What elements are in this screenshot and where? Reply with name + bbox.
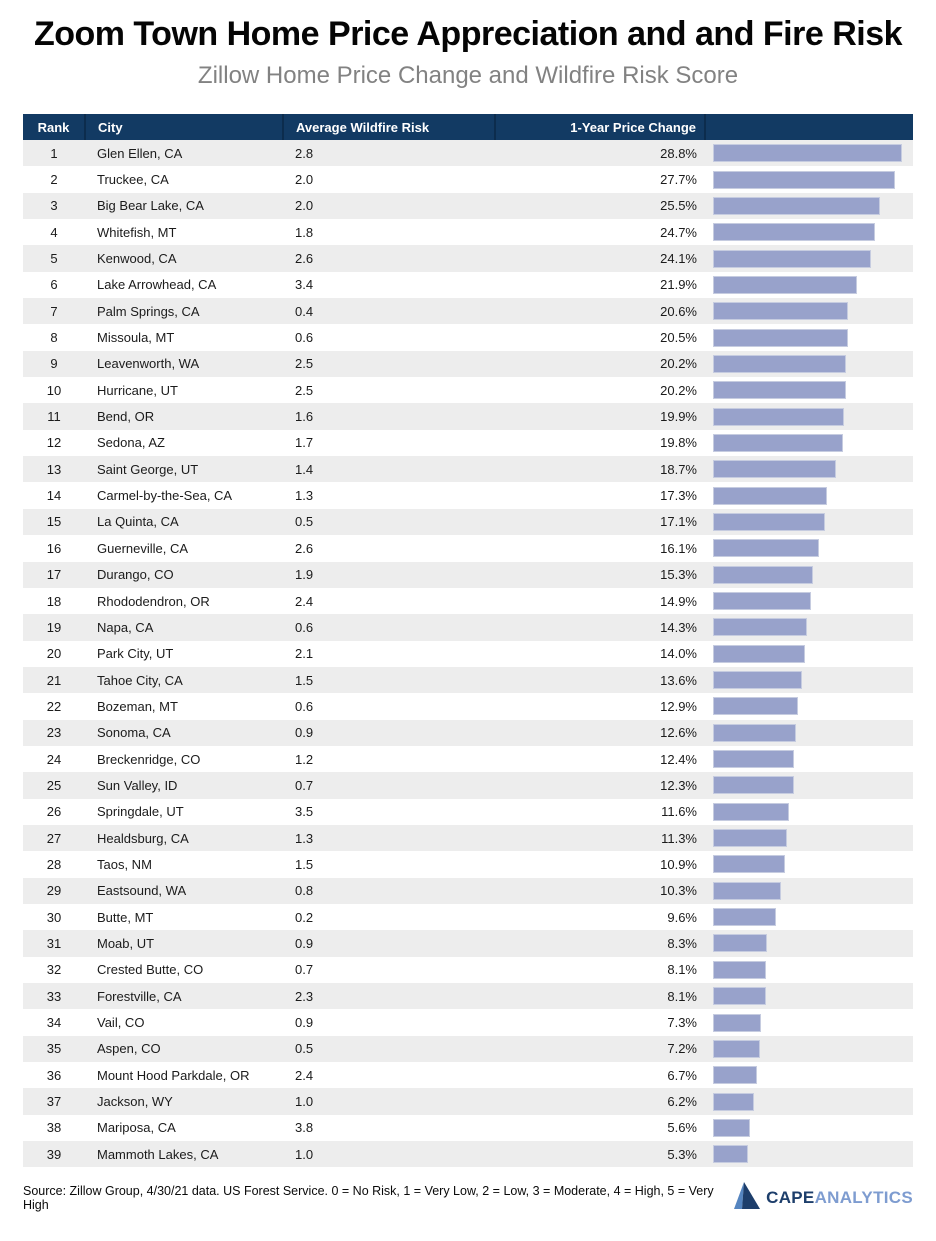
logo-cape-label: CAPE [766, 1187, 815, 1207]
rank-cell: 34 [23, 1009, 85, 1035]
bar-cell [705, 957, 913, 983]
rank-cell: 26 [23, 799, 85, 825]
city-cell: Bend, OR [85, 403, 283, 429]
risk-cell: 1.2 [283, 746, 495, 772]
price-change-bar [713, 855, 785, 873]
price-change-bar [713, 460, 836, 478]
table-row [23, 1141, 913, 1167]
change-cell: 21.9% [495, 272, 705, 298]
risk-cell: 0.2 [283, 904, 495, 930]
city-cell: Carmel-by-the-Sea, CA [85, 482, 283, 508]
price-change-bar [713, 961, 766, 979]
table-row [23, 272, 913, 298]
risk-cell: 2.8 [283, 140, 495, 166]
rank-cell: 30 [23, 904, 85, 930]
rank-cell: 21 [23, 667, 85, 693]
price-change-bar [713, 1093, 754, 1111]
change-cell: 24.7% [495, 219, 705, 245]
table-row [23, 1009, 913, 1035]
table-row [23, 930, 913, 956]
risk-cell: 2.0 [283, 166, 495, 192]
rank-cell: 22 [23, 693, 85, 719]
city-cell: Sonoma, CA [85, 720, 283, 746]
bar-cell [705, 878, 913, 904]
city-cell: Big Bear Lake, CA [85, 193, 283, 219]
change-cell: 20.2% [495, 351, 705, 377]
rank-cell: 29 [23, 878, 85, 904]
risk-cell: 0.5 [283, 1036, 495, 1062]
bar-cell [705, 166, 913, 192]
bar-cell [705, 140, 913, 166]
bar-cell [705, 535, 913, 561]
table-row [23, 693, 913, 719]
table-row [23, 403, 913, 429]
price-change-bar [713, 882, 781, 900]
bar-cell [705, 1088, 913, 1114]
table-row [23, 878, 913, 904]
price-change-bar [713, 223, 875, 241]
risk-cell: 0.7 [283, 957, 495, 983]
rank-cell: 12 [23, 430, 85, 456]
risk-cell: 0.9 [283, 1009, 495, 1035]
risk-cell: 2.4 [283, 1062, 495, 1088]
price-change-bar [713, 144, 902, 162]
city-cell: Aspen, CO [85, 1036, 283, 1062]
rank-cell: 11 [23, 403, 85, 429]
rank-cell: 32 [23, 957, 85, 983]
price-change-bar [713, 1066, 757, 1084]
rank-cell: 4 [23, 219, 85, 245]
risk-cell: 0.9 [283, 720, 495, 746]
risk-cell: 2.6 [283, 535, 495, 561]
rank-cell: 2 [23, 166, 85, 192]
price-change-bar [713, 197, 880, 215]
city-cell: Mammoth Lakes, CA [85, 1141, 283, 1167]
risk-cell: 2.5 [283, 351, 495, 377]
city-cell: Breckenridge, CO [85, 746, 283, 772]
rank-cell: 8 [23, 324, 85, 350]
table-row [23, 851, 913, 877]
risk-cell: 3.4 [283, 272, 495, 298]
column-header-wildfire-risk: Average Wildfire Risk [283, 114, 495, 140]
price-change-bar [713, 776, 794, 794]
bar-cell [705, 482, 913, 508]
page-title: Zoom Town Home Price Appreciation and and Fire Risk [33, 15, 903, 53]
city-cell: Truckee, CA [85, 166, 283, 192]
bar-cell [705, 193, 913, 219]
table-row [23, 772, 913, 798]
change-cell: 19.8% [495, 430, 705, 456]
risk-cell: 0.6 [283, 324, 495, 350]
city-cell: Whitefish, MT [85, 219, 283, 245]
table-row [23, 140, 913, 166]
price-change-bar [713, 1145, 748, 1163]
table-row [23, 245, 913, 271]
price-change-bar [713, 250, 871, 268]
city-cell: Lake Arrowhead, CA [85, 272, 283, 298]
rank-cell: 7 [23, 298, 85, 324]
bar-cell [705, 562, 913, 588]
rank-cell: 35 [23, 1036, 85, 1062]
change-cell: 18.7% [495, 456, 705, 482]
table-row [23, 351, 913, 377]
table-row [23, 1088, 913, 1114]
bar-cell [705, 641, 913, 667]
city-cell: Forestville, CA [85, 983, 283, 1009]
rank-cell: 9 [23, 351, 85, 377]
city-cell: Guerneville, CA [85, 535, 283, 561]
bar-cell [705, 430, 913, 456]
table-row [23, 430, 913, 456]
price-change-bar [713, 724, 796, 742]
city-cell: Crested Butte, CO [85, 957, 283, 983]
bar-cell [705, 1141, 913, 1167]
bar-cell [705, 904, 913, 930]
city-cell: Hurricane, UT [85, 377, 283, 403]
bar-cell [705, 983, 913, 1009]
bar-cell [705, 377, 913, 403]
bar-cell [705, 324, 913, 350]
rank-cell: 23 [23, 720, 85, 746]
risk-cell: 0.4 [283, 298, 495, 324]
change-cell: 6.2% [495, 1088, 705, 1114]
table-row [23, 193, 913, 219]
change-cell: 16.1% [495, 535, 705, 561]
price-change-bar [713, 1119, 750, 1137]
change-cell: 8.3% [495, 930, 705, 956]
bar-cell [705, 588, 913, 614]
city-cell: Missoula, MT [85, 324, 283, 350]
risk-cell: 0.5 [283, 509, 495, 535]
change-cell: 11.6% [495, 799, 705, 825]
risk-cell: 1.3 [283, 825, 495, 851]
change-cell: 20.6% [495, 298, 705, 324]
risk-cell: 1.5 [283, 851, 495, 877]
price-change-bar [713, 908, 776, 926]
change-cell: 8.1% [495, 983, 705, 1009]
table-row [23, 904, 913, 930]
city-cell: Mount Hood Parkdale, OR [85, 1062, 283, 1088]
table-row [23, 957, 913, 983]
change-cell: 12.9% [495, 693, 705, 719]
table-row [23, 746, 913, 772]
risk-cell: 2.4 [283, 588, 495, 614]
risk-cell: 1.5 [283, 667, 495, 693]
sail-triangle-icon [734, 1180, 762, 1215]
risk-cell: 1.3 [283, 482, 495, 508]
city-cell: Tahoe City, CA [85, 667, 283, 693]
table-row [23, 667, 913, 693]
bar-cell [705, 509, 913, 535]
change-cell: 10.9% [495, 851, 705, 877]
risk-cell: 1.9 [283, 562, 495, 588]
rank-cell: 14 [23, 482, 85, 508]
change-cell: 20.2% [495, 377, 705, 403]
bar-cell [705, 693, 913, 719]
price-change-bar [713, 566, 813, 584]
bar-cell [705, 799, 913, 825]
city-cell: Moab, UT [85, 930, 283, 956]
risk-cell: 2.3 [283, 983, 495, 1009]
price-change-bar [713, 434, 843, 452]
rank-cell: 5 [23, 245, 85, 271]
logo-analytics-label: ANALYTICS [814, 1187, 913, 1207]
change-cell: 28.8% [495, 140, 705, 166]
table-row [23, 1062, 913, 1088]
table-row [23, 1036, 913, 1062]
change-cell: 7.3% [495, 1009, 705, 1035]
bar-cell [705, 456, 913, 482]
column-header-price-change: 1-Year Price Change [495, 114, 705, 140]
change-cell: 7.2% [495, 1036, 705, 1062]
table-row [23, 720, 913, 746]
bar-cell [705, 272, 913, 298]
price-change-bar [713, 171, 895, 189]
change-cell: 10.3% [495, 878, 705, 904]
change-cell: 11.3% [495, 825, 705, 851]
rank-cell: 25 [23, 772, 85, 798]
risk-cell: 2.5 [283, 377, 495, 403]
price-change-bar [713, 592, 811, 610]
risk-cell: 1.7 [283, 430, 495, 456]
table-row [23, 535, 913, 561]
change-cell: 27.7% [495, 166, 705, 192]
price-change-bar [713, 539, 819, 557]
rank-cell: 33 [23, 983, 85, 1009]
table-row [23, 482, 913, 508]
change-cell: 12.3% [495, 772, 705, 798]
bar-cell [705, 851, 913, 877]
rank-cell: 28 [23, 851, 85, 877]
city-cell: Taos, NM [85, 851, 283, 877]
table-body [23, 140, 913, 1167]
change-cell: 5.6% [495, 1115, 705, 1141]
bar-cell [705, 1115, 913, 1141]
bar-cell [705, 667, 913, 693]
rank-cell: 16 [23, 535, 85, 561]
city-cell: Kenwood, CA [85, 245, 283, 271]
rank-cell: 15 [23, 509, 85, 535]
bar-cell [705, 930, 913, 956]
risk-cell: 3.5 [283, 799, 495, 825]
table-row [23, 377, 913, 403]
price-change-bar [713, 329, 848, 347]
city-cell: Napa, CA [85, 614, 283, 640]
table-row [23, 324, 913, 350]
risk-cell: 0.6 [283, 693, 495, 719]
change-cell: 12.6% [495, 720, 705, 746]
bar-cell [705, 298, 913, 324]
city-cell: Palm Springs, CA [85, 298, 283, 324]
rank-cell: 37 [23, 1088, 85, 1114]
city-cell: La Quinta, CA [85, 509, 283, 535]
risk-cell: 1.0 [283, 1088, 495, 1114]
city-cell: Rhododendron, OR [85, 588, 283, 614]
table-row [23, 983, 913, 1009]
city-cell: Sedona, AZ [85, 430, 283, 456]
table-row [23, 588, 913, 614]
risk-cell: 2.1 [283, 641, 495, 667]
table-row [23, 614, 913, 640]
rank-cell: 31 [23, 930, 85, 956]
rank-cell: 39 [23, 1141, 85, 1167]
change-cell: 9.6% [495, 904, 705, 930]
column-header-city: City [85, 114, 283, 140]
price-change-bar [713, 645, 805, 663]
table-header [23, 114, 913, 140]
price-change-bar [713, 302, 848, 320]
bar-cell [705, 351, 913, 377]
risk-cell: 0.6 [283, 614, 495, 640]
risk-cell: 0.7 [283, 772, 495, 798]
change-cell: 25.5% [495, 193, 705, 219]
column-header-rank: Rank [23, 114, 85, 140]
change-cell: 20.5% [495, 324, 705, 350]
change-cell: 5.3% [495, 1141, 705, 1167]
table-row [23, 166, 913, 192]
rank-cell: 10 [23, 377, 85, 403]
city-cell: Glen Ellen, CA [85, 140, 283, 166]
table-row [23, 298, 913, 324]
change-cell: 12.4% [495, 746, 705, 772]
price-change-bar [713, 1040, 760, 1058]
price-change-bar [713, 803, 789, 821]
rank-cell: 27 [23, 825, 85, 851]
source-note: Source: Zillow Group, 4/30/21 data. US Forest Service. 0 = No Risk, 1 = Very Low, 2 = Low, 3 = Moderate, 4 = High, 5 = Very High [23, 1183, 714, 1212]
table-row [23, 509, 913, 535]
price-change-bar [713, 513, 825, 531]
price-change-bar [713, 934, 767, 952]
bar-cell [705, 1009, 913, 1035]
price-change-bar [713, 829, 787, 847]
zoom-town-table [23, 114, 913, 1167]
risk-cell: 0.9 [283, 930, 495, 956]
rank-cell: 6 [23, 272, 85, 298]
rank-cell: 38 [23, 1115, 85, 1141]
bar-cell [705, 614, 913, 640]
bar-cell [705, 825, 913, 851]
bar-cell [705, 720, 913, 746]
table-row [23, 825, 913, 851]
city-cell: Bozeman, MT [85, 693, 283, 719]
change-cell: 6.7% [495, 1062, 705, 1088]
change-cell: 17.1% [495, 509, 705, 535]
city-cell: Healdsburg, CA [85, 825, 283, 851]
price-change-bar [713, 487, 827, 505]
change-cell: 14.3% [495, 614, 705, 640]
rank-cell: 36 [23, 1062, 85, 1088]
bar-cell [705, 219, 913, 245]
risk-cell: 1.0 [283, 1141, 495, 1167]
price-change-bar [713, 987, 766, 1005]
price-change-bar [713, 276, 857, 294]
price-change-bar [713, 671, 802, 689]
infographic-page [0, 15, 936, 1215]
price-change-bar [713, 408, 844, 426]
change-cell: 19.9% [495, 403, 705, 429]
rank-cell: 13 [23, 456, 85, 482]
change-cell: 17.3% [495, 482, 705, 508]
price-change-bar [713, 750, 794, 768]
city-cell: Leavenworth, WA [85, 351, 283, 377]
bar-cell [705, 403, 913, 429]
city-cell: Mariposa, CA [85, 1115, 283, 1141]
city-cell: Sun Valley, ID [85, 772, 283, 798]
risk-cell: 0.8 [283, 878, 495, 904]
price-change-bar [713, 355, 846, 373]
table-row [23, 219, 913, 245]
price-change-bar [713, 697, 798, 715]
risk-cell: 2.6 [283, 245, 495, 271]
rank-cell: 17 [23, 562, 85, 588]
change-cell: 8.1% [495, 957, 705, 983]
table-row [23, 799, 913, 825]
bar-cell [705, 1062, 913, 1088]
city-cell: Saint George, UT [85, 456, 283, 482]
rank-cell: 3 [23, 193, 85, 219]
column-header-bars [705, 114, 913, 140]
change-cell: 14.0% [495, 641, 705, 667]
price-change-bar [713, 1014, 761, 1032]
price-change-bar [713, 381, 846, 399]
risk-cell: 1.8 [283, 219, 495, 245]
page-subtitle: Zillow Home Price Change and Wildfire Risk Score [197, 62, 739, 89]
table-row [23, 641, 913, 667]
bar-cell [705, 1036, 913, 1062]
rank-cell: 1 [23, 140, 85, 166]
bar-cell [705, 772, 913, 798]
rank-cell: 24 [23, 746, 85, 772]
risk-cell: 1.6 [283, 403, 495, 429]
risk-cell: 1.4 [283, 456, 495, 482]
footer [23, 1180, 913, 1215]
logo-text [766, 1188, 913, 1208]
city-cell: Park City, UT [85, 641, 283, 667]
change-cell: 15.3% [495, 562, 705, 588]
table-row [23, 1115, 913, 1141]
rank-cell: 18 [23, 588, 85, 614]
change-cell: 14.9% [495, 588, 705, 614]
city-cell: Butte, MT [85, 904, 283, 930]
city-cell: Springdale, UT [85, 799, 283, 825]
price-change-bar [713, 618, 807, 636]
rank-cell: 19 [23, 614, 85, 640]
table-row [23, 456, 913, 482]
cape-analytics-logo [734, 1180, 913, 1215]
city-cell: Durango, CO [85, 562, 283, 588]
table-row [23, 562, 913, 588]
rank-cell: 20 [23, 641, 85, 667]
risk-cell: 3.8 [283, 1115, 495, 1141]
city-cell: Eastsound, WA [85, 878, 283, 904]
city-cell: Vail, CO [85, 1009, 283, 1035]
risk-cell: 2.0 [283, 193, 495, 219]
change-cell: 13.6% [495, 667, 705, 693]
bar-cell [705, 245, 913, 271]
city-cell: Jackson, WY [85, 1088, 283, 1114]
bar-cell [705, 746, 913, 772]
change-cell: 24.1% [495, 245, 705, 271]
